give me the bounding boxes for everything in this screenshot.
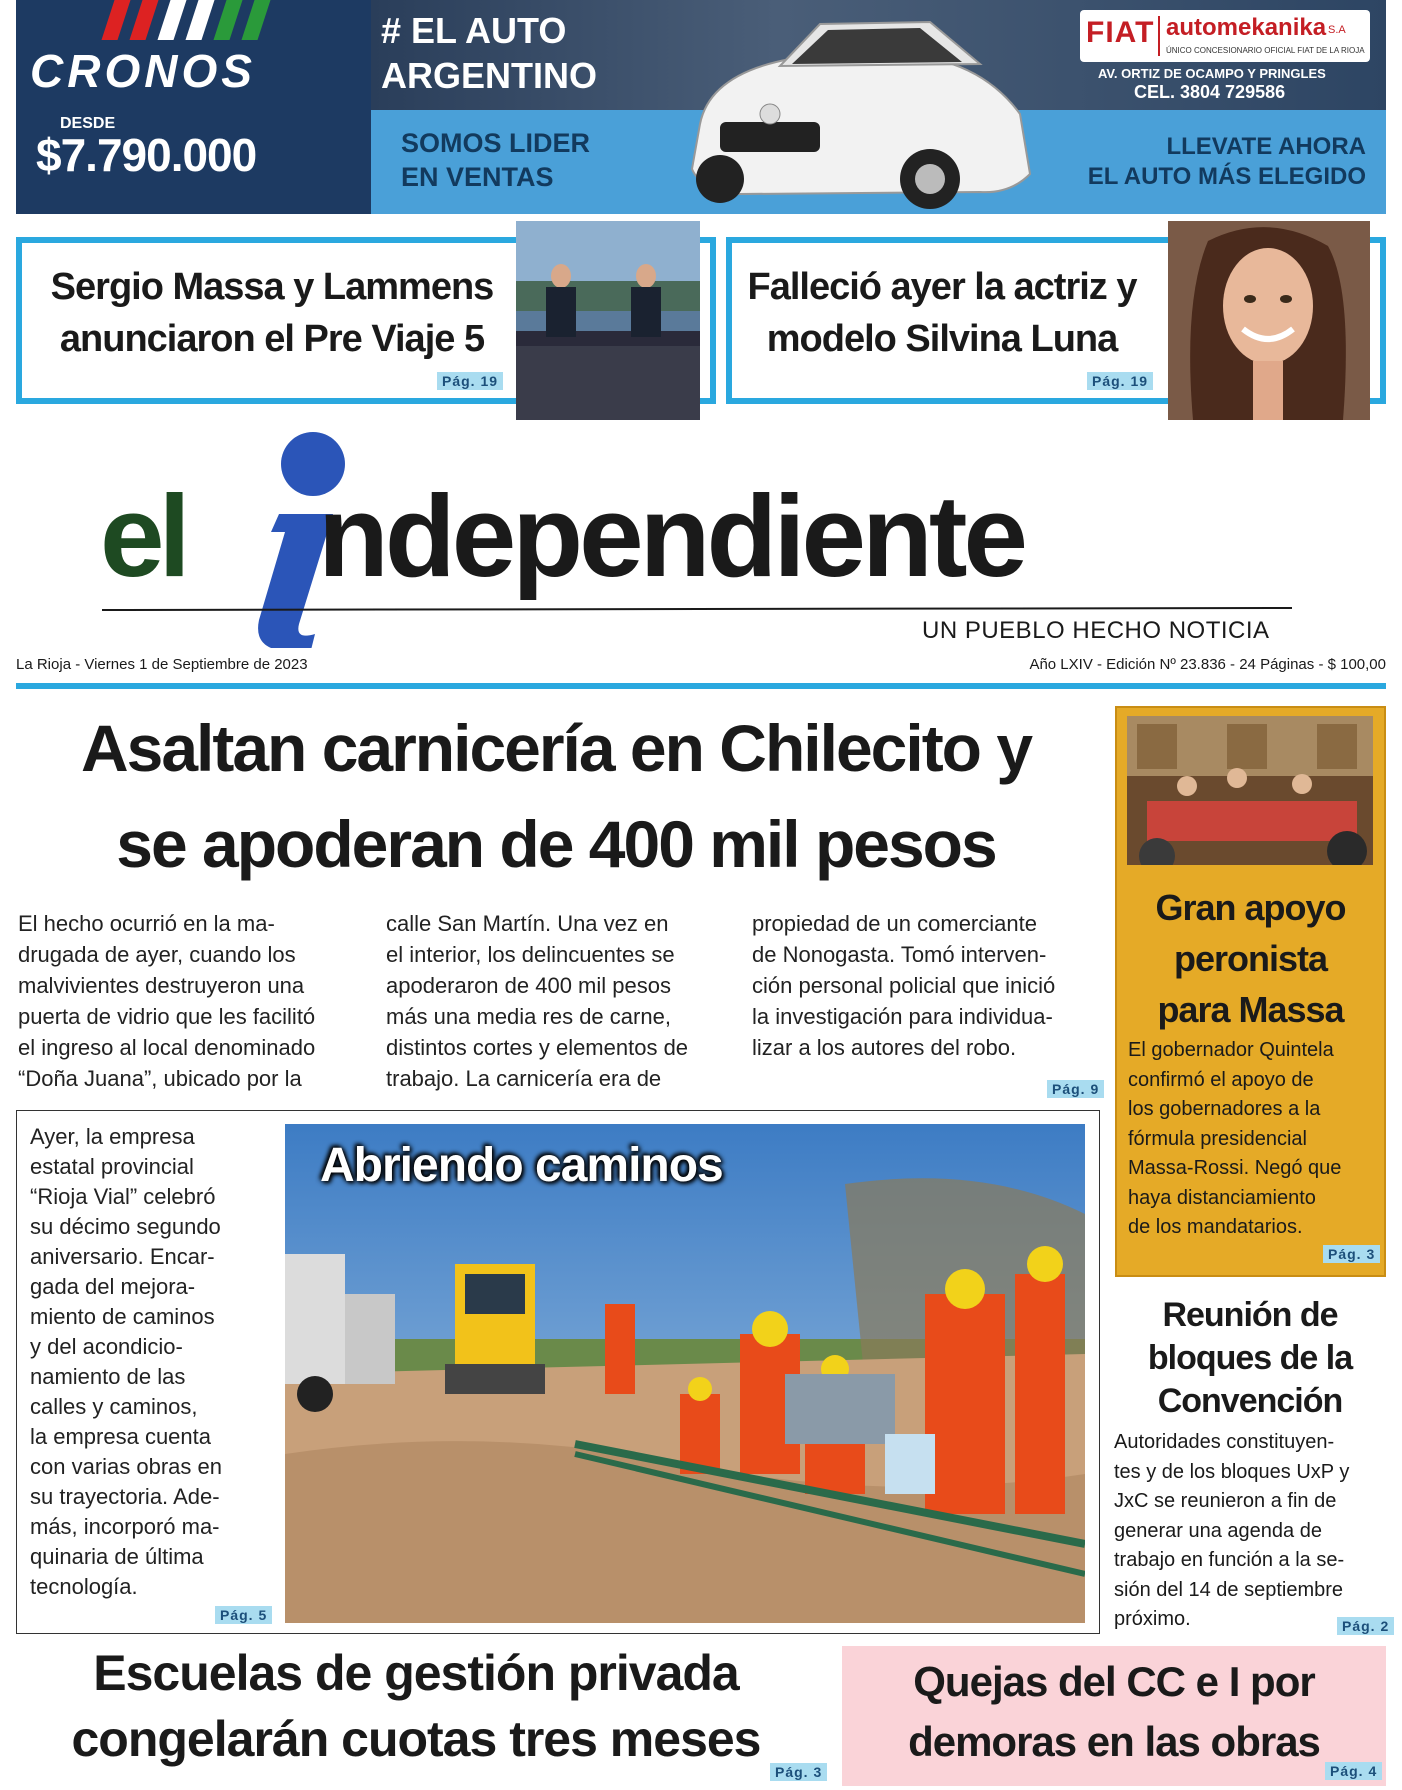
car-image [680,4,1040,210]
page-ref[interactable]: Pág. 3 [770,1763,827,1781]
car-advertisement[interactable] [16,0,1386,214]
sidebar-top-title: Gran apoyo peronista para Massa [1155,887,1346,1030]
meeting-photo [1127,716,1373,865]
cta-line-1: LLEVATE AHORA [1166,133,1366,160]
slogan: UN PUEBLO HECHO NOTICIA [922,617,1270,644]
sidebar-bottom-text: Autoridades constituyen- tes y de los bloques UxP y JxC se reunieron a fin de generar una agenda de trabajo en función a la se- sión del 14 de septiembre próximo. [1114,1431,1350,1630]
edition-info: Año LXIV - Edición Nº 23.836 - 24 Páginas - $ 100,00 [1029,656,1386,673]
dealer-phone: CEL. 3804 729586 [1134,82,1286,102]
hashtag-line-1: # EL AUTO [381,10,567,51]
teaser-title: Sergio Massa y Lammens anunciaron el Pre Viaje 5 [50,266,494,360]
dealer-address: AV. ORTIZ DE OCAMPO Y PRINGLES [1098,66,1326,81]
page-ref[interactable]: Pág. 2 [1337,1617,1394,1635]
lead-headline[interactable]: Asaltan carnicería en Chilecito y se apoderan de 400 mil pesos [80,711,1032,881]
cronos-logo: CRONOS [30,45,256,97]
lead-column-2: calle San Martín. Una vez en el interior, los delincuentes se apoderaron de 400 mil pesos más una media res de carne, distintos cortes y elementos de trabajo. La carnicería era de [386,911,689,1091]
price-prefix: DESDE [60,115,116,132]
logo-rest: ndependiente [318,471,1025,601]
massa-lammens-photo [516,221,700,420]
photo-caption: Abriendo caminos [320,1139,723,1192]
photo-story-text: Ayer, la empresa estatal provincial “Rioja Vial” celebró su décimo segundo aniversario. Encar- gada del mejora- miento de caminos y del acondicio- namiento de las calles y caminos, la empresa cuenta con varias obras en su trayectoria. Ade- más, incorporó ma- quinaria de última tecnología. [30,1124,222,1599]
price: $7.790.000 [36,129,257,181]
logo-el: el [100,471,185,601]
schools-headline[interactable]: Escuelas de gestión privada congelarán cuotas tres meses [71,1645,761,1767]
road-works-photo [285,1124,1085,1623]
page-ref[interactable]: Pág. 3 [1323,1245,1380,1263]
masthead-rule [16,683,1386,689]
page-ref[interactable]: Pág. 4 [1325,1762,1382,1780]
teaser-title: Falleció ayer la actriz y modelo Silvina Luna [747,266,1137,360]
page-ref[interactable]: Pág. 19 [437,372,503,390]
fiat-logo: FIAT [1086,16,1155,49]
sidebar-top-text: El gobernador Quintela confirmó el apoyo de los gobernadores a la fórmula presidencial Massa-Rossi. Negó que haya distanciamiento de los mandatarios. [1128,1039,1342,1238]
dealer-logo-box [1080,10,1370,62]
sidebar-bottom-title[interactable]: Reunión de bloques de la Convención [1147,1296,1353,1420]
complaints-headline: Quejas del CC e I por demoras en las obras [908,1658,1320,1765]
dateline: La Rioja - Viernes 1 de Septiembre de 2023 [16,656,308,673]
logo-underline [102,606,1292,614]
cta-line-2: EL AUTO MÁS ELEGIDO [1087,163,1366,190]
page-ref[interactable]: Pág. 5 [215,1606,272,1624]
page-ref[interactable]: Pág. 19 [1087,372,1153,390]
lead-column-3: propiedad de un comerciante de Nonogasta. Tomó interven- ción personal policial que inició la investigación para individua- lizar a los autores del robo. [752,911,1056,1060]
dealer-name: automekanika [1166,14,1327,41]
silvina-luna-photo [1168,221,1370,420]
leader-line-2: EN VENTAS [401,162,554,192]
dealer-tagline: ÚNICO CONCESIONARIO OFICIAL FIAT DE LA RIOJA [1166,46,1365,55]
page-ref[interactable]: Pág. 9 [1047,1080,1104,1098]
lead-column-1: El hecho ocurrió en la ma- drugada de ayer, cuando los malvivientes destruyeron una puerta de vidrio que les facilitó el ingreso al local denominado “Doña Juana”, ubicado por la [18,911,316,1091]
leader-line-1: SOMOS LIDER [401,128,591,158]
hashtag-line-2: ARGENTINO [381,55,597,96]
dealer-suffix: S.A [1328,24,1346,36]
